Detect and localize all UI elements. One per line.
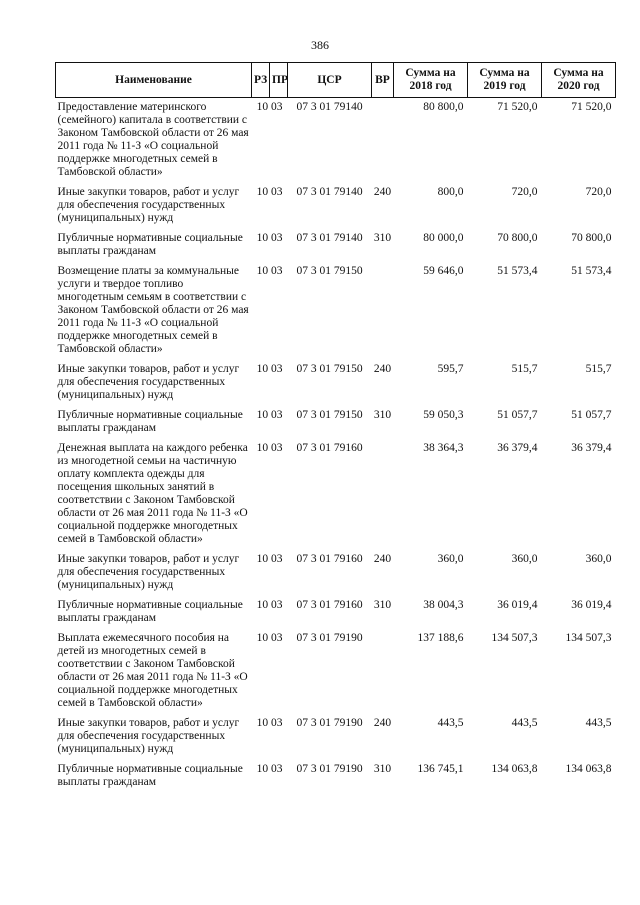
row-vr: 310: [373, 763, 392, 775]
row-csr: 07 3 01 79190: [296, 763, 363, 775]
table-row: [56, 714, 616, 760]
row-rz-pr: 10 03: [256, 763, 283, 775]
row-rz-pr: 10 03: [256, 101, 283, 113]
row-vr: 310: [373, 599, 392, 611]
row-sum-2018: 80 000,0: [423, 232, 464, 244]
table-row: [56, 262, 616, 360]
row-rz-pr: 10 03: [256, 232, 283, 244]
row-sum-2018: 80 800,0: [423, 101, 464, 113]
row-name: Выплата ежемесячного пособия на детей из многодетных семей в соответствии с Законом Тамбовской области от 26 мая 2011 года № 11-З «О социальной поддержке многодетных семей в Тамбовской области»: [57, 632, 248, 709]
row-vr: 240: [373, 717, 392, 729]
row-name: Предоставление материнского (семейного) капитала в соответствии с Законом Тамбовской области от 26 мая 2011 года № 11-З «О социальной поддержке многодетных семей в Тамбовской области»: [57, 101, 249, 178]
row-sum-2020: 51 057,7: [571, 409, 612, 421]
table-row: [56, 550, 616, 596]
row-name: Публичные нормативные социальные выплаты гражданам: [57, 409, 243, 434]
row-sum-2020: 51 573,4: [571, 265, 612, 277]
row-sum-2020: 134 063,8: [565, 763, 612, 775]
header-rz: РЗ: [252, 63, 270, 98]
row-sum-2018: 59 050,3: [423, 409, 464, 421]
row-sum-2020: 134 507,3: [565, 632, 612, 644]
row-vr: [372, 439, 394, 550]
row-csr: 07 3 01 79190: [296, 717, 363, 729]
row-csr: 07 3 01 79190: [296, 632, 363, 644]
row-sum-2019: 134 507,3: [491, 632, 538, 644]
row-sum-2018: 136 745,1: [417, 763, 464, 775]
row-sum-2020: 443,5: [585, 717, 612, 729]
row-csr: 07 3 01 79140: [296, 101, 363, 113]
row-csr: 07 3 01 79150: [296, 409, 363, 421]
row-rz-pr: 10 03: [256, 186, 283, 198]
row-name: Публичные нормативные социальные выплаты гражданам: [57, 232, 243, 257]
table-row: [56, 760, 616, 793]
row-sum-2019: 443,5: [511, 717, 538, 729]
header-vr: ВР: [372, 63, 394, 98]
row-vr: [372, 629, 394, 714]
row-rz-pr: 10 03: [256, 632, 283, 644]
row-sum-2018: 360,0: [437, 553, 464, 565]
header-name: Наименование: [56, 63, 252, 98]
row-rz-pr: 10 03: [256, 553, 283, 565]
header-sum-2018: Сумма на 2018 год: [394, 63, 468, 98]
page-number: 386: [311, 38, 329, 52]
row-vr: 310: [373, 232, 392, 244]
row-csr: 07 3 01 79160: [296, 442, 363, 454]
row-sum-2020: 71 520,0: [571, 101, 612, 113]
table-row: [56, 360, 616, 406]
row-rz-pr: 10 03: [256, 265, 283, 277]
row-rz-pr: 10 03: [256, 442, 283, 454]
row-csr: 07 3 01 79150: [296, 363, 363, 375]
table-row: [56, 406, 616, 439]
row-sum-2020: 36 379,4: [571, 442, 612, 454]
row-rz-pr: 10 03: [256, 409, 283, 421]
row-sum-2020: 360,0: [585, 553, 612, 565]
row-sum-2020: 36 019,4: [571, 599, 612, 611]
header-pr: ПР: [270, 63, 288, 98]
table-row: [56, 629, 616, 714]
row-vr: 240: [373, 186, 392, 198]
row-sum-2018: 800,0: [437, 186, 464, 198]
row-sum-2019: 720,0: [511, 186, 538, 198]
row-rz-pr: 10 03: [256, 717, 283, 729]
budget-table: [55, 62, 616, 793]
row-sum-2019: 51 057,7: [497, 409, 538, 421]
row-vr: 310: [373, 409, 392, 421]
row-rz-pr: 10 03: [256, 363, 283, 375]
row-sum-2019: 134 063,8: [491, 763, 538, 775]
row-name: Публичные нормативные социальные выплаты гражданам: [57, 599, 243, 624]
row-name: Публичные нормативные социальные выплаты гражданам: [57, 763, 243, 788]
table-row: [56, 229, 616, 262]
header-sum-2019: Сумма на 2019 год: [468, 63, 542, 98]
row-sum-2020: 515,7: [585, 363, 612, 375]
row-sum-2019: 36 019,4: [497, 599, 538, 611]
header-sum-2020: Сумма на 2020 год: [542, 63, 616, 98]
row-sum-2019: 70 800,0: [497, 232, 538, 244]
table-row: [56, 98, 616, 184]
row-csr: 07 3 01 79140: [296, 186, 363, 198]
row-csr: 07 3 01 79140: [296, 232, 363, 244]
row-sum-2018: 38 004,3: [423, 599, 464, 611]
row-sum-2020: 720,0: [585, 186, 612, 198]
row-sum-2019: 360,0: [511, 553, 538, 565]
row-sum-2018: 38 364,3: [423, 442, 464, 454]
row-csr: 07 3 01 79160: [296, 553, 363, 565]
row-sum-2019: 71 520,0: [497, 101, 538, 113]
row-sum-2020: 70 800,0: [571, 232, 612, 244]
row-vr: 240: [373, 363, 392, 375]
row-csr: 07 3 01 79150: [296, 265, 363, 277]
row-sum-2019: 51 573,4: [497, 265, 538, 277]
table-row: [56, 596, 616, 629]
row-name: Иные закупки товаров, работ и услуг для обеспечения государственных (муниципальных) нужд: [57, 717, 240, 755]
row-rz-pr: 10 03: [256, 599, 283, 611]
row-sum-2019: 36 379,4: [497, 442, 538, 454]
header-csr: ЦСР: [288, 63, 372, 98]
row-sum-2018: 59 646,0: [423, 265, 464, 277]
row-sum-2019: 515,7: [511, 363, 538, 375]
table-row: [56, 439, 616, 550]
row-sum-2018: 595,7: [437, 363, 464, 375]
row-name: Иные закупки товаров, работ и услуг для обеспечения государственных (муниципальных) нужд: [57, 186, 240, 224]
row-name: Возмещение платы за коммунальные услуги и твердое топливо многодетным семьям в соответствии с Законом Тамбовской области от 26 мая 2011 года № 11-З «О социальной поддержке многодетных семей в Тамбовской области»: [57, 265, 249, 355]
table-row: [56, 183, 616, 229]
row-sum-2018: 137 188,6: [417, 632, 464, 644]
row-vr: [372, 98, 394, 184]
row-name: Иные закупки товаров, работ и услуг для обеспечения государственных (муниципальных) нужд: [57, 553, 240, 591]
row-vr: 240: [373, 553, 392, 565]
row-name: Денежная выплата на каждого ребенка из многодетной семьи на частичную оплату комплекта одежды для посещения школьных занятий в соответствии с Законом Тамбовской области от 26 мая 2011 года № 11-З «О социальной поддержке многодетных семей в Тамбовской области»: [57, 442, 248, 545]
row-csr: 07 3 01 79160: [296, 599, 363, 611]
row-sum-2018: 443,5: [437, 717, 464, 729]
table-header: [56, 63, 616, 98]
row-name: Иные закупки товаров, работ и услуг для обеспечения государственных (муниципальных) нужд: [57, 363, 240, 401]
row-vr: [372, 262, 394, 360]
